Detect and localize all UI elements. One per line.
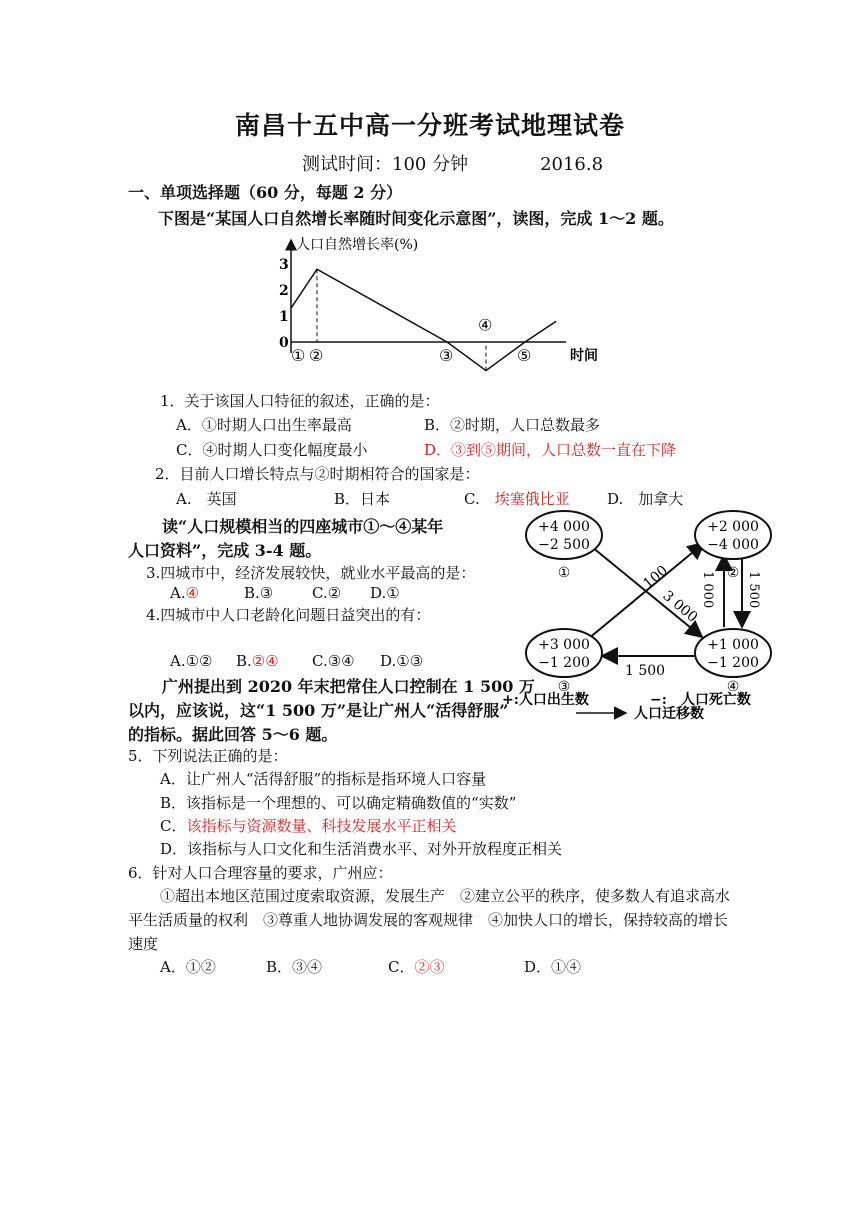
q3-option-a-letter: A. <box>170 584 186 602</box>
q1-option-b: B．②时期，人口总数最多 <box>424 416 601 434</box>
q6-option-b: B．③④ <box>266 958 323 976</box>
q2-option-c-letter: C. <box>464 490 480 508</box>
guide-lines <box>317 269 486 370</box>
q4-option-a: A.①② <box>170 652 213 670</box>
group2-intro-line1: 读“人口规模相当的四座城市①～④某年 <box>162 517 444 536</box>
city-2-births: +2 000 <box>707 519 759 535</box>
q4-option-c: C.③④ <box>312 652 355 670</box>
group3-line2: 以内，应该说，这“1 500 万”是让广州人“活得舒服” <box>128 701 509 720</box>
q5-option-d: D．该指标与人口文化和生活消费水平、对外开放程度正相关 <box>160 840 563 858</box>
legend-deaths: −: 人口死亡数 <box>650 692 751 708</box>
q6-option-c <box>388 956 445 977</box>
y-tick-label: 3 <box>279 257 289 273</box>
q6-option-d: D．①④ <box>524 958 582 976</box>
q4-option-b-letter: B. <box>236 652 252 670</box>
q3-option-c: C.② <box>312 584 342 602</box>
q4-option-b-text: ②④ <box>251 652 279 670</box>
q6-option-a: A．①② <box>160 958 216 976</box>
q4-stem: 4.四城市中人口老龄化问题日益突出的有： <box>146 606 431 624</box>
city-3-births: +3 000 <box>538 637 590 653</box>
y-tick-labels <box>279 257 289 351</box>
city-4-deaths: −1 200 <box>707 655 759 671</box>
q6-stem: 6．针对人口合理容量的要求，广州应： <box>128 864 393 882</box>
period-label: ③ <box>439 346 454 365</box>
group1-intro: 下图是“某国人口自然增长率随时间变化示意图”，读图，完成 1～2 题。 <box>158 209 674 228</box>
q3-option-a-text: ④ <box>185 584 200 602</box>
q5-option-c-letter: C． <box>160 817 187 835</box>
city-4-label: ④ <box>726 679 740 695</box>
growth-rate-chart <box>270 232 610 372</box>
legend-migration: 人口迁移数 <box>634 706 704 720</box>
q5-stem: 5．下列说法正确的是： <box>128 747 288 765</box>
city-3-label: ③ <box>557 679 571 695</box>
city-1-deaths: −2 500 <box>538 537 590 553</box>
city-1-node <box>526 511 602 581</box>
q3-option-d: D.① <box>370 584 400 602</box>
city-3-node <box>526 629 602 695</box>
exam-subtitle <box>302 150 603 176</box>
q4-option-b <box>236 652 279 670</box>
flow-2-to-4-label: 1 500 <box>746 571 761 609</box>
q6-line3: 速度 <box>128 935 159 953</box>
city-2-deaths: −4 000 <box>707 537 759 553</box>
group2-intro-line2: 人口资料”，完成 3-4 题。 <box>128 541 322 560</box>
migration-diagram <box>500 505 805 720</box>
q5-option-c-text: 该指标与资源数量、科技发展水平正相关 <box>186 817 457 835</box>
q4-option-d: D.①③ <box>380 652 424 670</box>
city-1-births: +4 000 <box>538 519 590 535</box>
q1-option-a: A．①时期人口出生率最高 <box>176 416 352 434</box>
y-tick-label: 1 <box>279 309 289 325</box>
q5-option-b: B．该指标是一个理想的、可以确定精确数值的“实数” <box>160 794 517 812</box>
city-3-deaths: −1 200 <box>538 655 590 671</box>
q2-stem: 2．目前人口增长特点与②时期相符合的国家是： <box>155 465 480 483</box>
q1-stem: 1．关于该国人口特征的叙述，正确的是： <box>160 392 440 410</box>
exam-date: 2016.8 <box>540 154 604 175</box>
flow-4-to-2-label: 1 000 <box>700 571 715 609</box>
arrow-1-to-4 <box>592 547 702 637</box>
y-tick-label: 2 <box>279 283 289 299</box>
city-1-label: ① <box>557 565 571 581</box>
q1-option-d: D．③到⑤期间，人口总数一直在下降 <box>424 441 677 459</box>
q6-line1: ①超出本地区范围过度索取资源，发展生产 ②建立公平的秩序，使多数人有追求高水 <box>160 887 731 905</box>
q3-option-b: B.③ <box>244 584 274 602</box>
flow-1-to-4-label: 3 000 <box>659 587 701 626</box>
y-tick-label: 0 <box>279 335 289 351</box>
period-label: ① <box>291 346 306 365</box>
q5-option-a: A．让广州人“活得舒服”的指标是指环境人口容量 <box>160 770 487 788</box>
group3-line1: 广州提出到 2020 年末把常住人口控制在 1 500 万 <box>162 677 535 696</box>
q5-option-c <box>160 815 457 836</box>
test-time: 测试时间：100 分钟 <box>302 154 469 175</box>
flow-4-to-3-label: 1 500 <box>625 663 666 679</box>
q2-option-a: A. 英国 <box>176 490 237 508</box>
section-heading: 一、单项选择题（60 分，每题 2 分） <box>128 183 403 202</box>
period-label: ④ <box>478 315 493 335</box>
legend-births: +:人口出生数 <box>502 692 589 708</box>
q1-option-c: C．④时期人口变化幅度最小 <box>176 441 368 459</box>
period-label: ⑤ <box>517 346 532 365</box>
q3-stem: 3.四城市中，经济发展较快，就业水平最高的是： <box>146 564 476 582</box>
period-label: ② <box>309 346 324 365</box>
q2-option-c-text: 埃塞俄比亚 <box>494 490 570 508</box>
exam-title: 南昌十五中高一分班考试地理试卷 <box>234 111 625 140</box>
city-2-label: ② <box>726 565 740 581</box>
flow-3-to-2-label: 100 <box>640 562 672 593</box>
x-axis-label: 时间 <box>570 348 598 364</box>
q6-line2: 平生活质量的权利 ③尊重人地协调发展的客观规律 ④加快人口的增长，保持较高的增长 <box>128 911 729 929</box>
q6-option-c-letter: C． <box>388 958 415 976</box>
q2-option-b: B．日本 <box>334 490 391 508</box>
q2-option-d: D. 加拿大 <box>607 490 684 508</box>
group3-line3: 的指标。据此回答 5～6 题。 <box>128 725 338 744</box>
q3-option-a <box>170 584 199 602</box>
q6-option-c-text: ②③ <box>414 958 445 976</box>
city-4-births: +1 000 <box>707 637 759 653</box>
city-4-node <box>695 629 771 695</box>
y-axis-label: 人口自然增长率(%) <box>296 237 419 253</box>
